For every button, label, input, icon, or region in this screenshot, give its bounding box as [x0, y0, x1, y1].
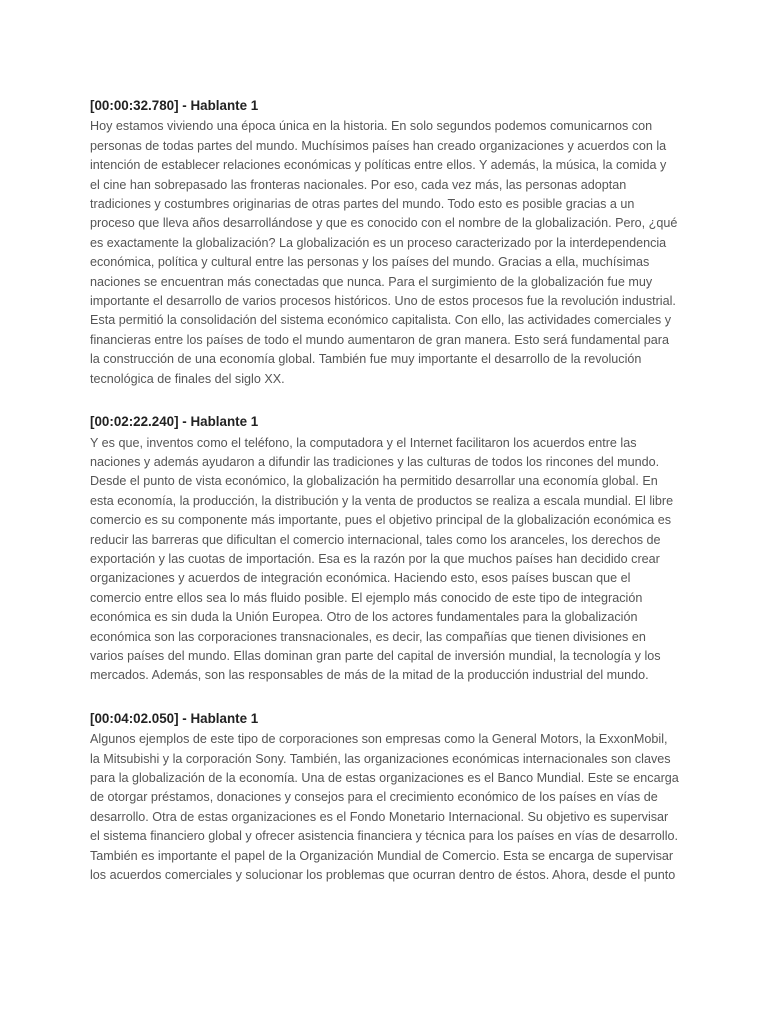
- segment-line: comercio es su componente más importante, pues el objetivo principal de la globalización económica es: [90, 513, 672, 528]
- segment-line: También es importante el papel de la Organización Mundial de Comercio. Esta se encarga de supervisar: [90, 848, 674, 863]
- segment-line: los acuerdos comerciales y solucionar los problemas que ocurran dentro de éstos. Ahora, desde el punto: [90, 868, 676, 883]
- segment-1-body: [90, 117, 686, 389]
- segment-2-body: [90, 434, 686, 686]
- segment-line: organizaciones y acuerdos de integración económica. Haciendo esto, esos países buscan que el: [90, 571, 631, 586]
- segment-line: económica son las corporaciones transnacionales, es decir, las compañías que tienen divisiones en: [90, 629, 646, 644]
- segment-line: naciones y además ayudaron a difundir las tradiciones y las culturas de todos los rincones del mundo.: [90, 454, 660, 469]
- segment-line: Y es que, inventos como el teléfono, la computadora y el Internet facilitaron los acuerdos entre las: [90, 435, 637, 450]
- segment-line: económica, política y cultural entre las personas y los países del mundo. Gracias a ella, muchísimas: [90, 255, 650, 270]
- segment-line: reducir las barreras que dificultan el comercio internacional, tales como los aranceles, los derechos de: [90, 532, 661, 547]
- segment-line: varios países del mundo. Ellas dominan gran parte del capital de inversión mundial, la tecnología y los: [90, 648, 661, 663]
- segment-line: tradiciones y costumbres originarias de otras partes del mundo. Todo esto es posible gracias a un: [90, 197, 635, 212]
- segment-line: intención de establecer relaciones económicas y políticas entre ellos. Y además, la música, la comida y: [90, 158, 667, 173]
- segment-line: de otorgar préstamos, donaciones y consejos para el crecimiento económico de los países en vías de: [90, 790, 658, 805]
- segment-line: importante el desarrollo de varios procesos históricos. Uno de estos procesos fue la revolución industrial.: [90, 294, 676, 309]
- segment-line: es exactamente la globalización? La globalización es un proceso caracterizado por la interdependencia: [90, 235, 667, 250]
- segment-3-header: [00:04:02.050] - Hablante 1: [90, 710, 259, 726]
- transcript-segment-1: [90, 96, 686, 389]
- segment-line: la Mitsubishi y la corporación Sony. También, las organizaciones económicas internacionales son claves: [90, 751, 671, 766]
- segment-line: Esta permitió la consolidación del sistema económico capitalista. Con ello, las actividades comerciales y: [90, 313, 671, 328]
- segment-line: desarrollo. Otra de estas organizaciones es el Fondo Monetario Internacional. Su objetivo es supervisar: [90, 809, 669, 824]
- segment-line: tecnológica de finales del siglo XX.: [90, 371, 285, 386]
- segment-3-body: [90, 730, 686, 885]
- transcript-page: [90, 96, 686, 908]
- transcript-segment-3: [90, 709, 686, 886]
- segment-line: Desde el punto de vista económico, la globalización ha permitido desarrollar una economía global. En: [90, 474, 658, 489]
- segment-line: financieras entre los países de todo el mundo aumentaron de gran manera. Esto será fundamental para: [90, 332, 669, 347]
- segment-line: comercio entre ellos sea lo más fluido posible. El ejemplo más conocido de este tipo de integración: [90, 590, 643, 605]
- segment-line: Algunos ejemplos de este tipo de corporaciones son empresas como la General Motors, la ExxonMobil,: [90, 732, 668, 747]
- segment-line: la construcción de una economía global. También fue muy importante el desarrollo de la revolución: [90, 352, 642, 367]
- segment-line: económica es sin duda la Unión Europea. Otro de los actores fundamentales para la globalización: [90, 610, 638, 625]
- segment-line: para la globalización de la economía. Una de estas organizaciones es el Banco Mundial. Este se encarga: [90, 771, 679, 785]
- segment-line: personas de todas partes del mundo. Muchísimos países han creado organizaciones y acuerdos con la: [90, 138, 667, 153]
- transcript-segment-2: [90, 412, 686, 686]
- segment-line: exportación y las cuotas de importación. Esa es la razón por la que muchos países han decidido crear: [90, 551, 660, 566]
- segment-line: el sistema financiero global y ofrecer asistencia financiera y técnica para los países en vías de desarrollo.: [90, 829, 679, 844]
- segment-line: naciones se encuentran más conectadas que nunca. Para el surgimiento de la globalización fue muy: [90, 274, 653, 289]
- segment-line: proceso que lleva años desarrollándose y que es conocido con el nombre de la globalización. Pero, ¿qué: [90, 216, 678, 231]
- segment-line: el cine han sobrepasado las fronteras nacionales. Por eso, cada vez más, las personas adoptan: [90, 177, 627, 192]
- segment-line: mercados. Además, son las responsables de más de la mitad de la producción industrial del mundo.: [90, 668, 649, 683]
- segment-2-header: [00:02:22.240] - Hablante 1: [90, 414, 259, 430]
- segment-1-header: [00:00:32.780] - Hablante 1: [90, 98, 259, 113]
- segment-line: esta economía, la producción, la distribución y la venta de productos se realiza a escala mundial. El libre: [90, 493, 674, 508]
- segment-line: Hoy estamos viviendo una época única en la historia. En solo segundos podemos comunicarnos con: [90, 119, 653, 134]
